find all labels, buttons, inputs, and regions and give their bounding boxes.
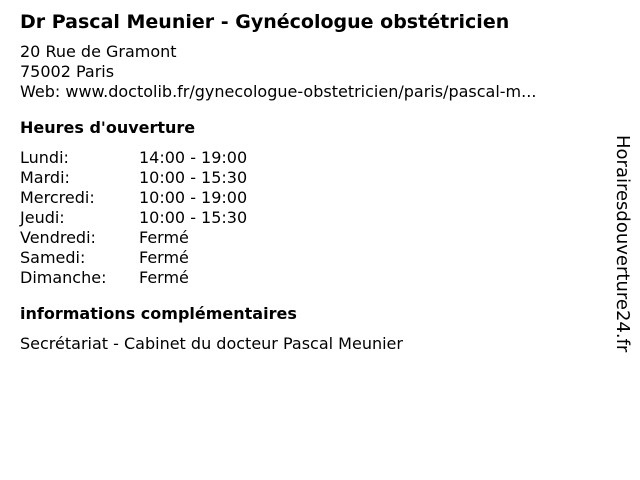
- hours-row-vendredi: [20, 228, 600, 248]
- hours-time: 14:00 - 19:00: [139, 148, 248, 167]
- site-watermark: Horairesdouverture24.fr: [612, 135, 633, 353]
- info-heading: informations complémentaires: [20, 304, 297, 323]
- hours-row-jeudi: [20, 208, 600, 228]
- hours-row-lundi: [20, 148, 600, 168]
- hours-row-dimanche: [20, 268, 600, 288]
- hours-time: Fermé: [139, 248, 189, 267]
- address-street: 20 Rue de Gramont: [20, 42, 177, 61]
- hours-row-mardi: [20, 168, 600, 188]
- hours-day: Mercredi:: [20, 188, 95, 207]
- hours-day: Dimanche:: [20, 268, 107, 287]
- hours-time: Fermé: [139, 228, 189, 247]
- hours-day: Jeudi:: [20, 208, 65, 227]
- hours-day: Samedi:: [20, 248, 86, 267]
- hours-row-samedi: [20, 248, 600, 268]
- hours-time: 10:00 - 19:00: [139, 188, 248, 207]
- hours-day: Lundi:: [20, 148, 69, 167]
- hours-table: [20, 148, 600, 288]
- page-title: Dr Pascal Meunier - Gynécologue obstétricien: [20, 11, 510, 33]
- hours-time: 10:00 - 15:30: [139, 168, 248, 187]
- hours-day: Mardi:: [20, 168, 70, 187]
- address-city: 75002 Paris: [20, 62, 115, 81]
- hours-day: Vendredi:: [20, 228, 96, 247]
- website-link[interactable]: Web: www.doctolib.fr/gynecologue-obstetricien/paris/pascal-m...: [20, 82, 537, 101]
- listing-card: [20, 8, 600, 354]
- hours-time: 10:00 - 15:30: [139, 208, 248, 227]
- address-block: [20, 42, 600, 102]
- hours-heading: Heures d'ouverture: [20, 118, 196, 137]
- info-text: Secrétariat - Cabinet du docteur Pascal Meunier: [20, 334, 403, 353]
- hours-time: Fermé: [139, 268, 189, 287]
- hours-row-mercredi: [20, 188, 600, 208]
